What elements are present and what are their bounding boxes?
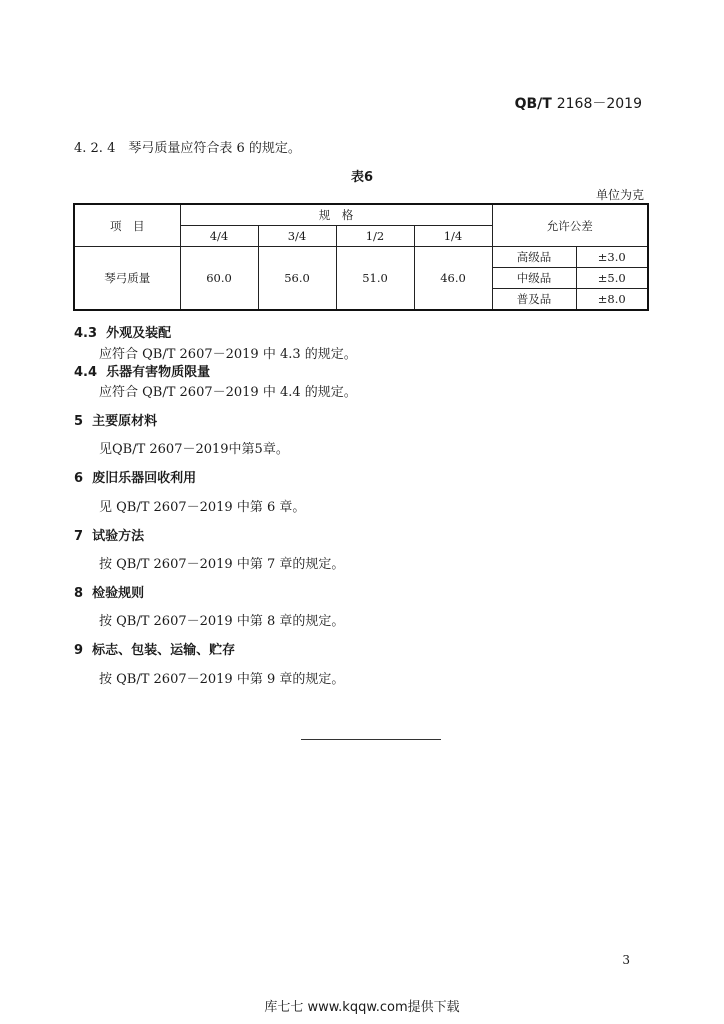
header-item: 项 目	[74, 204, 180, 247]
section-number: 9	[74, 643, 84, 658]
section-number: 7	[74, 529, 84, 544]
standard-code	[515, 93, 642, 113]
value-cell: 46.0	[414, 247, 492, 311]
section-title: 检验规则	[92, 586, 145, 601]
value-cell: 51.0	[336, 247, 414, 311]
section-4-3-heading	[74, 322, 171, 341]
section-number: 4.4	[74, 365, 98, 380]
table-unit: 单位为克	[595, 188, 644, 202]
section-title: 废旧乐器回收利用	[92, 471, 197, 486]
section-title: 外观及装配	[106, 326, 172, 341]
clause-4-2-4: 4. 2. 4 琴弓质量应符合表 6 的规定。	[74, 141, 301, 156]
section-5-body: 见QB/T 2607－2019中第5章。	[99, 442, 289, 457]
section-title: 乐器有害物质限量	[106, 365, 211, 380]
standard-prefix: QB/T	[514, 96, 552, 112]
size-cell: 3/4	[258, 226, 336, 247]
section-title: 标志、包装、运输、贮存	[92, 643, 236, 658]
grade-cell: 普及品	[492, 289, 576, 311]
section-number: 6	[74, 471, 84, 486]
tolerance-cell: ±8.0	[576, 289, 648, 311]
section-number: 4.3	[74, 326, 98, 341]
tolerance-cell: ±3.0	[576, 247, 648, 268]
end-divider	[301, 739, 441, 740]
value-cell: 60.0	[180, 247, 258, 311]
section-5-heading	[74, 410, 157, 429]
download-footer: 库七七 www.kqqw.com提供下载	[264, 1000, 460, 1015]
spec-table	[73, 203, 649, 311]
size-cell: 1/2	[336, 226, 414, 247]
row-label: 琴弓质量	[74, 247, 180, 311]
section-9-body: 按 QB/T 2607－2019 中第 9 章的规定。	[99, 672, 345, 687]
section-8-heading	[74, 582, 144, 601]
section-number: 8	[74, 586, 84, 601]
section-4-4-body: 应符合 QB/T 2607－2019 中 4.4 的规定。	[99, 385, 357, 400]
section-7-body: 按 QB/T 2607－2019 中第 7 章的规定。	[99, 557, 345, 572]
size-cell: 4/4	[180, 226, 258, 247]
section-4-4-heading	[74, 361, 210, 380]
page-number: 3	[622, 953, 630, 967]
section-9-heading	[74, 639, 235, 658]
section-number: 5	[74, 414, 84, 429]
section-title: 主要原材料	[92, 414, 158, 429]
size-cell: 1/4	[414, 226, 492, 247]
section-7-heading	[74, 525, 144, 544]
tolerance-cell: ±5.0	[576, 268, 648, 289]
section-4-3-body: 应符合 QB/T 2607－2019 中 4.3 的规定。	[99, 347, 357, 362]
header-tolerance: 允许公差	[492, 204, 648, 247]
section-8-body: 按 QB/T 2607－2019 中第 8 章的规定。	[99, 614, 345, 629]
grade-cell: 中级品	[492, 268, 576, 289]
section-6-body: 见 QB/T 2607－2019 中第 6 章。	[99, 500, 306, 515]
header-spec: 规 格	[180, 204, 492, 226]
grade-cell: 高级品	[492, 247, 576, 268]
value-cell: 56.0	[258, 247, 336, 311]
section-title: 试验方法	[92, 529, 145, 544]
standard-number: 2168－2019	[556, 96, 642, 112]
table-title: 表6	[350, 170, 374, 185]
section-6-heading	[74, 467, 196, 486]
